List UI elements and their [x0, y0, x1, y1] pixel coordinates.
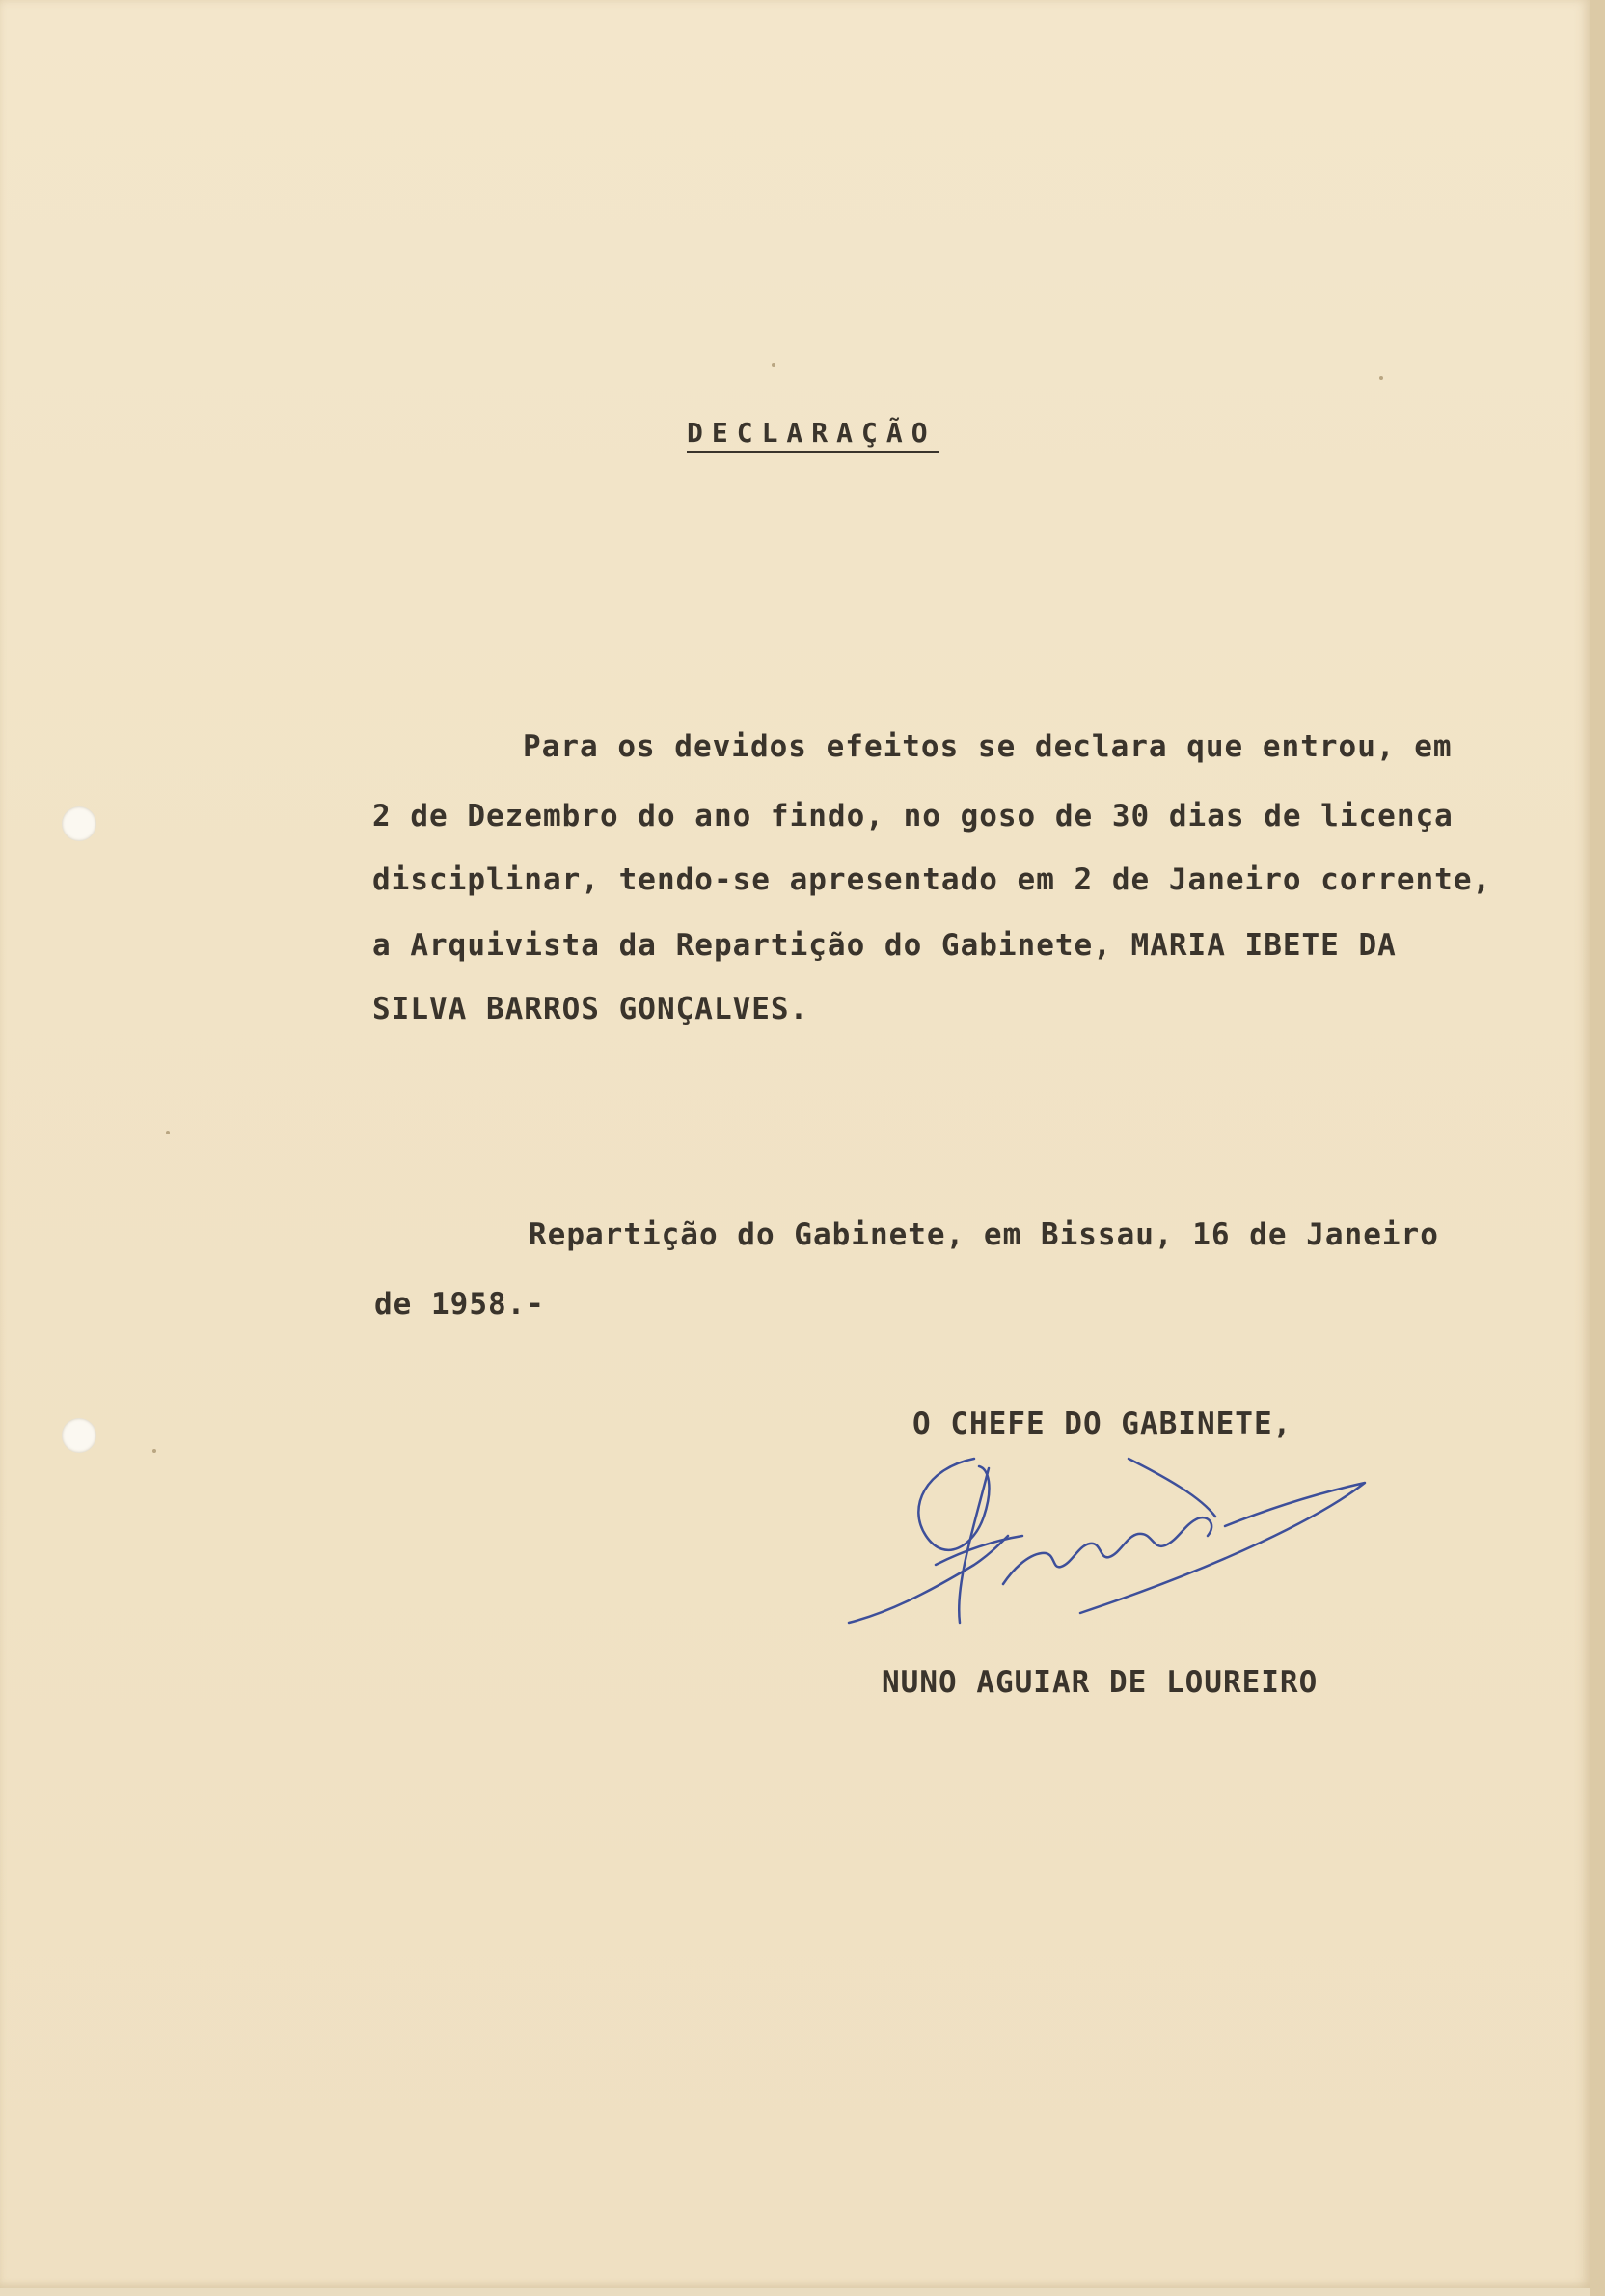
- document-title: DECLARAÇÃO: [687, 417, 939, 453]
- signer-title: O CHEFE DO GABINETE,: [912, 1407, 1292, 1441]
- body-line-4: a Arquivista da Repartição do Gabinete, MARIA IBETE DA: [372, 928, 1397, 963]
- punch-hole-top: [62, 806, 96, 841]
- body-line-5: SILVA BARROS GONÇALVES.: [372, 992, 809, 1026]
- paper-speck: [166, 1131, 170, 1134]
- paper-speck: [152, 1449, 156, 1453]
- place-date-line-1: Repartição do Gabinete, em Bissau, 16 de Janeiro: [529, 1217, 1439, 1252]
- paper-speck: [772, 363, 775, 367]
- place-date-line-2: de 1958.-: [374, 1287, 545, 1322]
- signer-name: NUNO AGUIAR DE LOUREIRO: [882, 1665, 1319, 1700]
- handwritten-signature: [820, 1439, 1379, 1652]
- body-line-3: disciplinar, tendo-se apresentado em 2 de Janeiro corrente,: [372, 862, 1492, 897]
- paper-edge: [1590, 0, 1605, 2296]
- body-line-2: 2 de Dezembro do ano findo, no goso de 30 dias de licença: [372, 799, 1454, 834]
- body-line-1: Para os devidos efeitos se declara que entrou, em: [523, 729, 1453, 764]
- paper-speck: [1379, 376, 1383, 380]
- punch-hole-bottom: [62, 1418, 96, 1453]
